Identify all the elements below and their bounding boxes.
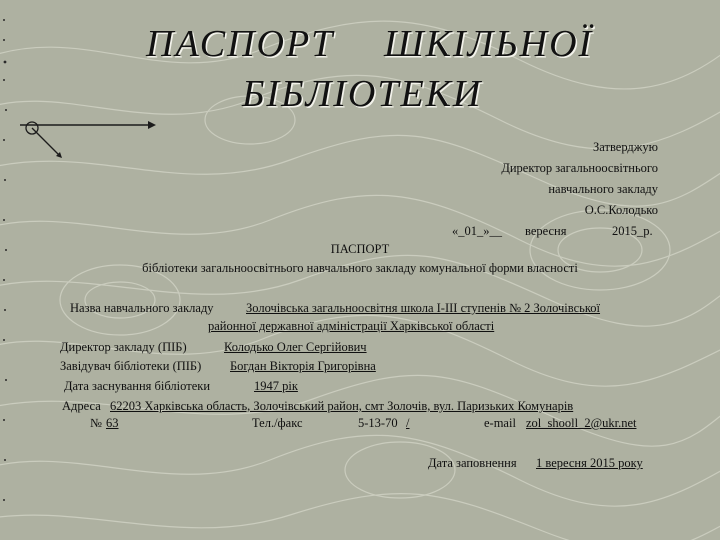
title-word-library: БІБЛІОТЕКИ: [242, 73, 483, 115]
email-value: zol_shooll_2@ukr.net: [526, 416, 637, 430]
filled-date-label: Дата заповнення: [428, 456, 517, 470]
approval-position-line1: Директор загальноосвітнього: [501, 161, 658, 175]
title-word-passport: ПАСПОРТ: [146, 23, 335, 65]
director-label: Директор закладу (ПІБ): [60, 340, 187, 354]
approval-date-year: 2015_р.: [612, 224, 653, 238]
approval-name: О.С.Колодько: [584, 203, 658, 217]
document-heading: ПАСПОРТ: [330, 242, 390, 256]
founded-value: 1947 рік: [254, 379, 298, 393]
librarian-value: Богдан Вікторія Григорівна: [230, 359, 376, 373]
address-label: Адреса: [62, 399, 101, 413]
approval-position-line2: навчального закладу: [548, 182, 658, 196]
librarian-label: Завідувач бібліотеки (ПІБ): [60, 359, 202, 373]
school-value-line1: Золочівська загальноосвітня школа І-ІІІ ступенів № 2 Золочівської: [246, 301, 601, 315]
approval-date-month: вересня: [525, 224, 567, 238]
school-label: Назва навчального закладу: [70, 301, 214, 315]
email-label: e-mail: [484, 416, 516, 430]
filled-date-value: 1 вересня 2015 року: [536, 456, 643, 470]
approval-approve: Затверджую: [593, 140, 658, 154]
phone-separator: /: [406, 416, 410, 430]
school-value-line2: районної державної адміністрації Харківської області: [208, 319, 495, 333]
house-label: №: [90, 416, 102, 430]
house-value: 63: [106, 416, 119, 430]
phone-label: Тел./факс: [252, 416, 303, 430]
phone-value: 5-13-70: [358, 416, 398, 430]
title-word-school: ШКІЛЬНОЇ: [384, 23, 594, 65]
founded-label: Дата заснування бібліотеки: [64, 379, 211, 393]
approval-date-day: «_01_»__: [452, 224, 502, 238]
document-subheading: бібліотеки загальноосвітнього навчального закладу комунальної форми власності: [142, 261, 578, 275]
director-value: Колодько Олег Сергійович: [224, 340, 367, 354]
address-value: 62203 Харківська область, Золочівський район, смт Золочів, вул. Паризьких Комунарів: [110, 399, 574, 413]
